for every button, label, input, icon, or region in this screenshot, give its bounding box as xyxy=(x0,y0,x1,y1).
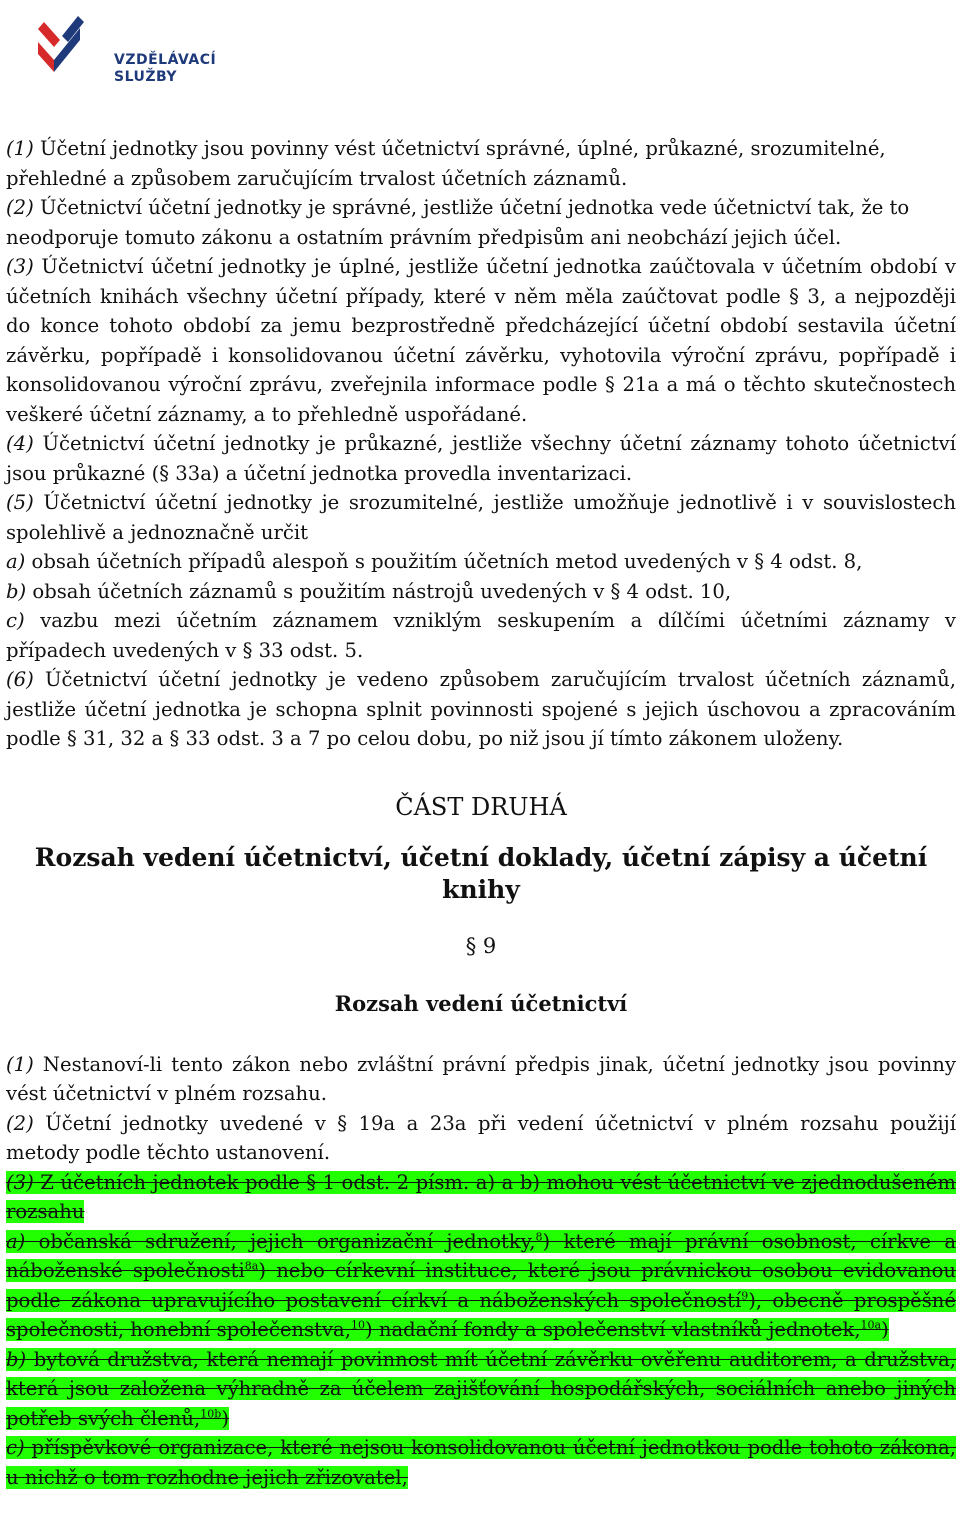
paragraph-text: Účetnictví účetní jednotky je průkazné, jestliže všechny účetní záznamy tohoto účetnictví jsou průkazné (§ 33a) a účetní jednotka provedla inventarizaci. xyxy=(6,432,956,485)
paragraph-2 xyxy=(6,193,956,252)
paragraph-number: (4) xyxy=(6,432,34,455)
logo-text-line2: SLUŽBY xyxy=(114,69,178,85)
paragraph-3 xyxy=(6,252,956,429)
paragraph-number: (3) xyxy=(6,255,34,278)
highlighted-text xyxy=(6,1171,956,1224)
paragraph-number: (2) xyxy=(6,1111,34,1135)
logo-mark-icon xyxy=(34,14,86,74)
paragraph-4 xyxy=(6,429,956,488)
paragraph-number: (2) xyxy=(6,196,34,219)
list-text: ) které mají právní osobnost, církve a náboženské společnosti xyxy=(6,1229,956,1282)
paragraph-text: Z účetních jednotek podle § 1 odst. 2 písm. a) a b) mohou vést účetnictví ve zjednodušeném rozsahu xyxy=(6,1170,956,1223)
footnote-ref: 10 xyxy=(350,1318,365,1332)
list-item-a-highlighted xyxy=(6,1227,956,1345)
paragraph-text: Nestanoví-li tento zákon nebo zvláštní právní předpis jinak, účetní jednotky jsou povinny vést účetnictví v plném rozsahu. xyxy=(6,1052,956,1105)
list-item-b-highlighted xyxy=(6,1345,956,1434)
paragraph-1 xyxy=(6,1050,956,1109)
list-text: bytová družstva, která nemají povinnost mít účetní závěrku ověřenu auditorem, a družstva, která jsou založena výhradně za účelem zajišťování hospodářských, sociálních anebo jiných potřeb svých členů, xyxy=(6,1347,956,1430)
list-text: ) xyxy=(221,1406,229,1430)
list-text: vazbu mezi účetním záznamem vzniklým seskupením a dílčími účetními záznamy v případech uvedených v § 33 odst. 5. xyxy=(6,609,956,662)
list-letter: c) xyxy=(6,609,25,632)
section-9-paragraphs xyxy=(6,1050,956,1493)
paragraph-number: (6) xyxy=(6,668,34,691)
section-title: Rozsah vedení účetnictví xyxy=(334,990,628,1016)
list-text: obsah účetních záznamů s použitím nástrojů uvedených v § 4 odst. 10, xyxy=(26,579,732,603)
list-item-b xyxy=(6,577,956,607)
paragraph-text: Účetní jednotky jsou povinny vést účetnictví správné, úplné, průkazné, srozumitelné, přehledné a způsobem zaručujícím trvalost účetních záznamů. xyxy=(6,137,886,190)
footnote-ref: 10b xyxy=(200,1406,222,1420)
list-item-c xyxy=(6,606,956,665)
list-letter: a) xyxy=(6,1229,26,1253)
list-text: ) xyxy=(881,1318,889,1341)
highlighted-text xyxy=(6,1230,956,1342)
logo-text-line1: VZDĚLÁVACÍ xyxy=(114,52,217,68)
footnote-ref: 9 xyxy=(741,1288,749,1302)
highlighted-text xyxy=(6,1436,956,1489)
paragraph-3-highlighted xyxy=(6,1168,956,1227)
list-text: ) nadační fondy a společenství vlastníků jednotek, xyxy=(364,1318,861,1341)
paragraph-text: Účetnictví účetní jednotky je vedeno způsobem zaručujícím trvalost účetních záznamů, jestliže účetní jednotka je schopna splnit povinnosti spojené s jejich úschovou a zpracováním podle § 31, 32 a § 33 odst. 3 a 7 po celou dobu, po niž jsou jí tímto zákonem uloženy. xyxy=(6,668,956,750)
footnote-ref: 8a xyxy=(244,1259,259,1273)
list-letter: b) xyxy=(6,1347,27,1371)
paragraph-2 xyxy=(6,1109,956,1168)
list-item-c-highlighted xyxy=(6,1433,956,1492)
list-text: občanská sdružení, jejich organizační jednotky, xyxy=(25,1229,536,1253)
paragraph-text: Účetní jednotky uvedené v § 19a a 23a při vedení účetnictví v plném rozsahu použijí metody podle těchto ustanovení. xyxy=(6,1111,956,1164)
paragraph-5 xyxy=(6,488,956,547)
footnote-ref: 10a xyxy=(860,1318,882,1332)
paragraph-number: (5) xyxy=(6,491,34,514)
part-heading: Rozsah vedení účetnictví, účetní doklady, účetní zápisy a účetní knihy xyxy=(34,842,928,904)
section-8-paragraphs xyxy=(6,134,956,754)
list-letter: b) xyxy=(6,579,27,603)
list-text: ) nebo církevní instituce, které jsou právnickou osobou evidovanou podle zákona upravujícího postavení církví a náboženských společností xyxy=(6,1259,956,1312)
paragraph-number: (1) xyxy=(6,137,34,160)
company-logo xyxy=(34,14,217,104)
paragraph-number: (3) xyxy=(6,1170,34,1194)
list-text: příspěvkové organizace, které nejsou konsolidovanou účetní jednotkou podle tohoto zákona, u nichž o tom rozhodne jejich zřizovatel, xyxy=(6,1436,956,1489)
paragraph-text: Účetnictví účetní jednotky je úplné, jestliže účetní jednotka zaúčtovala v účetním období v účetních knihách všechny účetní případy, které v něm měla zaúčtovat podle § 3, a nejpozději do konce tohoto období za jemu bezprostředně předcházející účetní období sestavila účetní závěrku, popřípadě i konsolidovanou účetní závěrku, vyhotovila výroční zprávu, popřípadě i konsolidovanou výroční zprávu, zveřejnila informace podle § 21a a má o těchto skutečnostech veškeré účetní záznamy, a to přehledně uspořádané. xyxy=(6,255,956,426)
list-letter: a) xyxy=(6,550,26,573)
section-number: § 9 xyxy=(465,933,497,958)
paragraph-text: Účetnictví účetní jednotky je srozumitelné, jestliže umožňuje jednotlivě i v souvislostech spolehlivě a jednoznačně určit xyxy=(6,491,956,544)
list-item-a xyxy=(6,547,956,577)
document-body xyxy=(6,134,956,1492)
paragraph-6 xyxy=(6,665,956,754)
highlighted-text xyxy=(6,1348,956,1430)
list-text: obsah účetních případů alespoň s použitím účetních metod uvedených v § 4 odst. 8, xyxy=(25,550,863,573)
list-letter: c) xyxy=(6,1436,25,1459)
paragraph-1 xyxy=(6,134,956,193)
paragraph-number: (1) xyxy=(6,1052,34,1076)
list-text: ), obecně prospěšné společnosti, honební společenstva, xyxy=(6,1288,956,1341)
part-title: ČÁST DRUHÁ xyxy=(395,792,567,821)
footnote-ref: 8 xyxy=(535,1229,543,1243)
paragraph-text: Účetnictví účetní jednotky je správné, jestliže účetní jednotka vede účetnictví tak, že to neodporuje tomuto zákonu a ostatním právním předpisům ani neobchází jejich účel. xyxy=(6,196,910,249)
